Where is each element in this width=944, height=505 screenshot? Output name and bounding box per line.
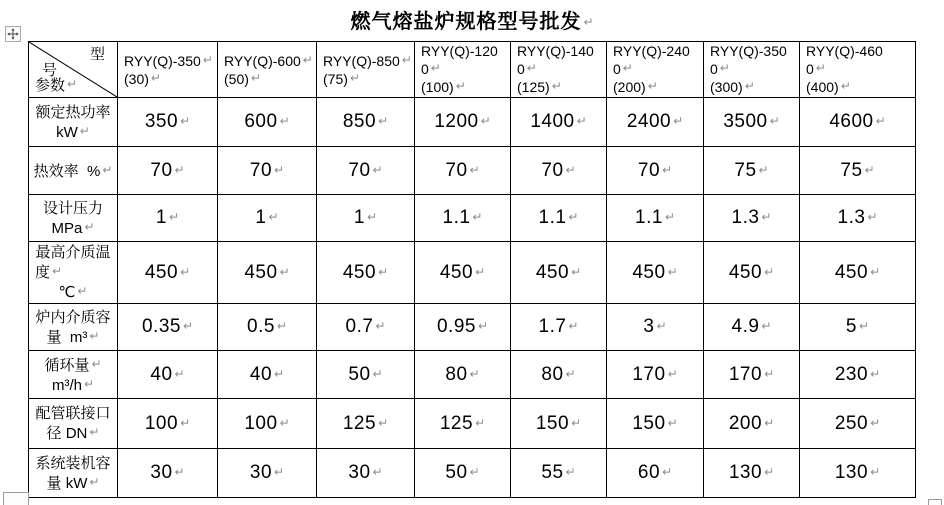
value-cell[interactable] — [317, 304, 415, 351]
label-line: 最高介质温 — [35, 244, 111, 261]
cell-end-mark: ↵ — [667, 415, 678, 430]
param-label-cell[interactable] — [29, 98, 118, 147]
corner-label-model: 型 — [89, 46, 105, 63]
cell-end-mark: ↵ — [764, 415, 775, 430]
cell-end-mark: ↵ — [568, 319, 579, 333]
return-mark: ↵ — [89, 474, 100, 489]
cell-end-mark: ↵ — [274, 366, 285, 381]
spec-table[interactable] — [28, 41, 916, 498]
cell-end-mark: ↵ — [673, 114, 684, 128]
cell-value: 1.1 — [538, 207, 567, 228]
return-mark: ↵ — [89, 328, 100, 343]
return-mark: ↵ — [302, 52, 313, 67]
cell-value: 450 — [342, 261, 377, 283]
cell-end-mark: ↵ — [180, 415, 191, 430]
return-mark: ↵ — [349, 70, 360, 85]
value-cell[interactable] — [607, 304, 704, 351]
cell-value: 2400 — [626, 111, 672, 132]
cell-value: 600 — [244, 111, 278, 132]
cell-end-mark: ↵ — [180, 264, 191, 279]
label-line: 设计压力 — [42, 199, 103, 217]
return-mark: ↵ — [815, 61, 826, 75]
cell-value: 30 — [150, 462, 173, 483]
label-line: kW ↵ — [56, 123, 90, 141]
cell-value: 50 — [348, 363, 371, 385]
cell-value: 0.35 — [141, 316, 181, 337]
header-line: (50) ↵ — [224, 70, 261, 87]
cell-value: 1.1 — [635, 207, 663, 228]
value-cell[interactable] — [607, 195, 704, 242]
cell-value: 850 — [342, 111, 377, 132]
value-cell[interactable] — [607, 449, 704, 498]
cell-value: 55 — [541, 462, 564, 483]
return-mark: ↵ — [250, 70, 261, 85]
value-cell[interactable] — [704, 351, 800, 399]
cell-end-mark: ↵ — [656, 319, 667, 333]
header-line: (100) ↵ — [421, 79, 466, 95]
table-header-row — [29, 42, 916, 98]
header-line: RYY(Q)-460 — [806, 43, 883, 59]
cell-end-mark: ↵ — [565, 162, 576, 177]
value-cell[interactable] — [118, 98, 218, 147]
value-cell[interactable] — [704, 195, 800, 242]
cell-value: 1400 — [530, 111, 575, 132]
return-mark: ↵ — [84, 219, 95, 234]
cell-value: 3 — [643, 316, 655, 337]
value-cell[interactable] — [704, 242, 800, 304]
value-cell[interactable] — [415, 242, 511, 304]
label-line: MPa ↵ — [51, 219, 95, 237]
cell-value: 170 — [632, 363, 666, 385]
cell-value: 450 — [144, 261, 179, 283]
param-label-cell[interactable] — [29, 242, 118, 304]
value-cell[interactable] — [317, 351, 415, 399]
return-mark: ↵ — [551, 79, 562, 93]
value-cell[interactable] — [118, 399, 218, 449]
cell-value: 350 — [144, 111, 179, 132]
cell-end-mark: ↵ — [472, 210, 483, 224]
cell-end-mark: ↵ — [870, 415, 881, 430]
label-line: m³/h ↵ — [51, 376, 95, 394]
header-line: (75) ↵ — [323, 70, 360, 87]
header-line: RYY(Q)-600 ↵ — [224, 52, 313, 69]
param-label-cell[interactable] — [29, 351, 118, 399]
cell-value: 1 — [255, 207, 267, 228]
table-move-handle[interactable] — [5, 26, 21, 42]
label-line: 炉内介质容 — [35, 308, 111, 326]
return-mark: ↵ — [647, 79, 658, 93]
cell-value: 230 — [834, 363, 869, 385]
table-row — [29, 147, 916, 195]
cell-value: 250 — [834, 412, 869, 434]
cell-end-mark: ↵ — [378, 415, 389, 430]
label-line: 循环量 ↵ — [44, 356, 102, 374]
value-cell[interactable] — [704, 147, 800, 195]
header-line: 0 ↵ — [517, 61, 537, 77]
cell-value: 80 — [541, 363, 564, 385]
header-line: (125) ↵ — [517, 79, 562, 95]
value-cell[interactable] — [415, 304, 511, 351]
corner-header-cell[interactable] — [29, 42, 118, 98]
cell-end-mark: ↵ — [565, 366, 576, 381]
value-cell[interactable] — [317, 147, 415, 195]
cell-value: 100 — [144, 412, 179, 434]
value-cell[interactable] — [218, 147, 317, 195]
value-cell[interactable] — [415, 399, 511, 449]
return-mark: ↵ — [102, 162, 113, 177]
header-line: 0 ↵ — [710, 61, 730, 77]
cell-value: 80 — [445, 363, 468, 385]
value-cell[interactable] — [800, 242, 916, 304]
cell-end-mark: ↵ — [870, 366, 881, 381]
cell-end-mark: ↵ — [274, 465, 285, 479]
cell-value: 70 — [541, 159, 564, 181]
header-line: RYY(Q)-240 — [613, 43, 690, 59]
model-header-cell-3[interactable] — [317, 42, 415, 98]
value-cell[interactable] — [511, 351, 607, 399]
table-row — [29, 351, 916, 399]
cell-end-mark: ↵ — [769, 114, 780, 128]
value-cell[interactable] — [317, 195, 415, 242]
return-mark: ↵ — [430, 61, 441, 75]
cell-end-mark: ↵ — [174, 162, 185, 177]
value-cell[interactable] — [415, 449, 511, 498]
cell-end-mark: ↵ — [180, 114, 191, 128]
value-cell[interactable] — [118, 449, 218, 498]
cell-end-mark: ↵ — [169, 210, 180, 224]
cell-value: 450 — [244, 261, 278, 283]
value-cell[interactable] — [118, 147, 218, 195]
model-header-cell-4[interactable] — [415, 42, 511, 98]
cell-value: 1 — [353, 207, 365, 228]
cell-value: 100 — [244, 412, 278, 434]
cell-end-mark: ↵ — [568, 210, 579, 224]
model-header-cell-1[interactable] — [118, 42, 218, 98]
cell-value: 5 — [845, 316, 857, 337]
cell-end-mark: ↵ — [469, 465, 480, 479]
cell-end-mark: ↵ — [372, 162, 383, 177]
cell-end-mark: ↵ — [875, 114, 886, 128]
cell-end-mark: ↵ — [667, 366, 678, 381]
header-line: 0 ↵ — [806, 61, 826, 77]
cell-value: 40 — [249, 363, 273, 385]
cell-value: 1.3 — [837, 207, 866, 228]
header-line: (200) ↵ — [613, 79, 658, 95]
partial-handle-bottom-left[interactable] — [3, 492, 29, 505]
cell-value: 30 — [348, 462, 371, 483]
table-row — [29, 304, 916, 351]
cell-value: 70 — [150, 159, 173, 181]
header-line: (30) ↵ — [124, 70, 161, 87]
value-cell[interactable] — [118, 351, 218, 399]
header-line: 0 ↵ — [613, 61, 633, 77]
cell-end-mark: ↵ — [870, 465, 881, 479]
model-header-cell-5[interactable] — [511, 42, 607, 98]
value-cell[interactable] — [218, 399, 317, 449]
cell-end-mark: ↵ — [182, 319, 194, 333]
header-line: RYY(Q)-120 — [421, 43, 498, 59]
model-header-cell-8[interactable] — [800, 42, 916, 98]
value-cell[interactable] — [118, 242, 218, 304]
cell-value: 450 — [834, 261, 869, 283]
cell-end-mark: ↵ — [475, 264, 486, 279]
cell-end-mark: ↵ — [469, 162, 480, 177]
cell-end-mark: ↵ — [864, 162, 875, 177]
page-title-text: 燃气熔盐炉规格型号批发 — [350, 11, 582, 33]
cell-end-mark: ↵ — [174, 366, 185, 381]
cell-end-mark: ↵ — [477, 319, 489, 333]
value-cell[interactable] — [800, 147, 916, 195]
move-cross-icon — [7, 28, 19, 40]
value-cell[interactable] — [317, 98, 415, 147]
param-label-cell[interactable] — [29, 304, 118, 351]
table-row — [29, 195, 916, 242]
cell-value: 60 — [637, 462, 661, 483]
cell-end-mark: ↵ — [867, 210, 878, 224]
value-cell[interactable] — [607, 399, 704, 449]
cell-value: 40 — [150, 363, 173, 385]
cell-value: 1 — [155, 207, 167, 228]
cell-end-mark: ↵ — [764, 264, 775, 279]
table-row — [29, 449, 916, 498]
label-line: 配管联接口 — [35, 405, 111, 422]
value-cell[interactable] — [317, 242, 415, 304]
value-cell[interactable] — [317, 449, 415, 498]
param-label-cell[interactable] — [29, 449, 118, 498]
value-cell[interactable] — [607, 147, 704, 195]
return-mark: ↵ — [79, 123, 90, 138]
cell-value: 170 — [728, 363, 763, 385]
cell-end-mark: ↵ — [268, 210, 279, 224]
cell-end-mark: ↵ — [378, 114, 389, 128]
value-cell[interactable] — [511, 304, 607, 351]
value-cell[interactable] — [511, 98, 607, 147]
value-cell[interactable] — [704, 98, 800, 147]
value-cell[interactable] — [415, 98, 511, 147]
cell-end-mark: ↵ — [378, 264, 389, 279]
cell-end-mark: ↵ — [761, 319, 772, 333]
cell-end-mark: ↵ — [375, 319, 386, 333]
value-cell[interactable] — [607, 351, 704, 399]
return-mark: ↵ — [401, 52, 412, 67]
table-row — [29, 399, 916, 449]
cell-end-mark: ↵ — [758, 162, 769, 177]
value-cell[interactable] — [511, 147, 607, 195]
table-row — [29, 242, 916, 304]
cell-end-mark: ↵ — [571, 264, 582, 279]
cell-value: 450 — [632, 261, 666, 283]
corner-label-parameter: 参数 ↵ — [35, 77, 78, 94]
value-cell[interactable] — [415, 147, 511, 195]
value-cell[interactable] — [218, 242, 317, 304]
cell-value: 125 — [439, 412, 474, 434]
cell-end-mark: ↵ — [667, 264, 678, 279]
cell-value: 70 — [445, 159, 468, 181]
value-cell[interactable] — [218, 98, 317, 147]
cell-value: 200 — [728, 412, 763, 434]
cell-value: 75 — [840, 159, 863, 181]
cell-value: 1200 — [434, 111, 479, 132]
value-cell[interactable] — [800, 98, 916, 147]
return-mark: ↵ — [202, 52, 213, 67]
cell-end-mark: ↵ — [274, 162, 285, 177]
cell-end-mark: ↵ — [576, 114, 587, 128]
cell-value: 30 — [249, 462, 273, 483]
cell-end-mark: ↵ — [565, 465, 576, 479]
label-line: ℃ ↵ — [58, 284, 88, 301]
value-cell[interactable] — [511, 195, 607, 242]
cell-value: 1.3 — [731, 207, 760, 228]
label-line: 量 kW ↵ — [46, 474, 100, 492]
header-line: (300) ↵ — [710, 79, 755, 95]
cell-end-mark: ↵ — [664, 210, 675, 224]
cell-value: 0.7 — [345, 316, 374, 337]
cell-value: 4600 — [829, 111, 874, 132]
cell-value: 0.5 — [247, 316, 275, 337]
cell-value: 70 — [637, 159, 661, 181]
paragraph-mark: ↵ — [583, 15, 594, 29]
value-cell[interactable] — [704, 449, 800, 498]
cell-value: 75 — [734, 159, 757, 181]
cell-value: 70 — [249, 159, 273, 181]
partial-handle-bottom-right[interactable] — [928, 499, 942, 505]
cell-value: 1.7 — [538, 316, 567, 337]
cell-end-mark: ↵ — [480, 114, 491, 128]
cell-end-mark: ↵ — [475, 415, 486, 430]
value-cell[interactable] — [218, 449, 317, 498]
page-title — [0, 5, 944, 34]
return-mark: ↵ — [455, 79, 466, 93]
cell-value: 70 — [348, 159, 371, 181]
cell-value: 130 — [834, 462, 869, 483]
corner-label-model2: 号 — [42, 62, 58, 79]
label-line: 热效率 % ↵ — [33, 162, 113, 180]
label-line: 量 m³ ↵ — [46, 328, 100, 346]
value-cell[interactable] — [607, 242, 704, 304]
cell-value: 450 — [535, 261, 570, 283]
label-line: 系统装机容 — [35, 454, 111, 472]
value-cell[interactable] — [118, 195, 218, 242]
param-label-cell[interactable] — [29, 147, 118, 195]
cell-end-mark: ↵ — [276, 319, 287, 333]
value-cell[interactable] — [800, 351, 916, 399]
value-cell[interactable] — [415, 351, 511, 399]
label-line: 额定热功率 — [35, 103, 111, 121]
value-cell[interactable] — [704, 304, 800, 351]
value-cell[interactable] — [800, 304, 916, 351]
header-line: RYY(Q)-350 — [710, 43, 787, 59]
model-header-cell-2[interactable] — [218, 42, 317, 98]
cell-end-mark: ↵ — [764, 366, 775, 381]
cell-value: 450 — [728, 261, 763, 283]
table-row — [29, 98, 916, 147]
cell-end-mark: ↵ — [571, 415, 582, 430]
value-cell[interactable] — [118, 304, 218, 351]
model-header-cell-6[interactable] — [607, 42, 704, 98]
cell-end-mark: ↵ — [67, 77, 78, 91]
cell-end-mark: ↵ — [469, 366, 480, 381]
label-line: 度 ↵ — [35, 264, 63, 281]
return-mark: ↵ — [744, 79, 755, 93]
cell-end-mark: ↵ — [174, 465, 185, 479]
header-line: RYY(Q)-850 ↵ — [323, 52, 412, 69]
value-cell[interactable] — [800, 195, 916, 242]
cell-value: 150 — [632, 412, 666, 434]
cell-end-mark: ↵ — [662, 162, 673, 177]
cell-value: 450 — [439, 261, 474, 283]
cell-end-mark: ↵ — [279, 415, 290, 430]
value-cell[interactable] — [704, 399, 800, 449]
cell-end-mark: ↵ — [870, 264, 881, 279]
value-cell[interactable] — [218, 195, 317, 242]
cell-end-mark: ↵ — [764, 465, 775, 479]
cell-end-mark: ↵ — [662, 465, 673, 479]
param-label-cell[interactable] — [29, 399, 118, 449]
value-cell[interactable] — [511, 449, 607, 498]
return-mark: ↵ — [622, 61, 633, 75]
return-mark: ↵ — [526, 61, 537, 75]
return-mark: ↵ — [83, 376, 95, 391]
cell-value: 3500 — [723, 111, 768, 132]
value-cell[interactable] — [511, 242, 607, 304]
value-cell[interactable] — [218, 351, 317, 399]
cell-value: 4.9 — [731, 316, 760, 337]
cell-value: 150 — [535, 412, 570, 434]
cell-end-mark: ↵ — [367, 210, 378, 224]
cell-end-mark: ↵ — [372, 465, 383, 479]
value-cell[interactable] — [415, 195, 511, 242]
cell-value: 1.1 — [442, 207, 471, 228]
value-cell[interactable] — [218, 304, 317, 351]
value-cell[interactable] — [511, 399, 607, 449]
return-mark: ↵ — [719, 61, 730, 75]
label-line: 径 DN ↵ — [46, 425, 100, 442]
return-mark: ↵ — [91, 356, 102, 371]
cell-value: 125 — [342, 412, 377, 434]
cell-end-mark: ↵ — [761, 210, 772, 224]
cell-end-mark: ↵ — [859, 319, 870, 333]
header-line: RYY(Q)-140 — [517, 43, 594, 59]
value-cell[interactable] — [607, 98, 704, 147]
cell-end-mark: ↵ — [372, 366, 383, 381]
value-cell[interactable] — [317, 399, 415, 449]
header-line: (400) ↵ — [806, 79, 851, 95]
header-line: RYY(Q)-350 ↵ — [124, 52, 213, 69]
cell-value: 0.95 — [436, 316, 476, 337]
return-mark: ↵ — [77, 284, 88, 298]
cell-end-mark: ↵ — [279, 264, 290, 279]
return-mark: ↵ — [840, 79, 851, 93]
cell-value: 50 — [445, 462, 468, 483]
return-mark: ↵ — [52, 264, 63, 278]
param-label-cell[interactable] — [29, 195, 118, 242]
model-header-cell-7[interactable] — [704, 42, 800, 98]
cell-value: 130 — [728, 462, 763, 483]
return-mark: ↵ — [89, 425, 100, 439]
value-cell[interactable] — [800, 449, 916, 498]
value-cell[interactable] — [800, 399, 916, 449]
header-line: 0 ↵ — [421, 61, 441, 77]
return-mark: ↵ — [150, 70, 161, 85]
cell-end-mark: ↵ — [279, 114, 290, 128]
